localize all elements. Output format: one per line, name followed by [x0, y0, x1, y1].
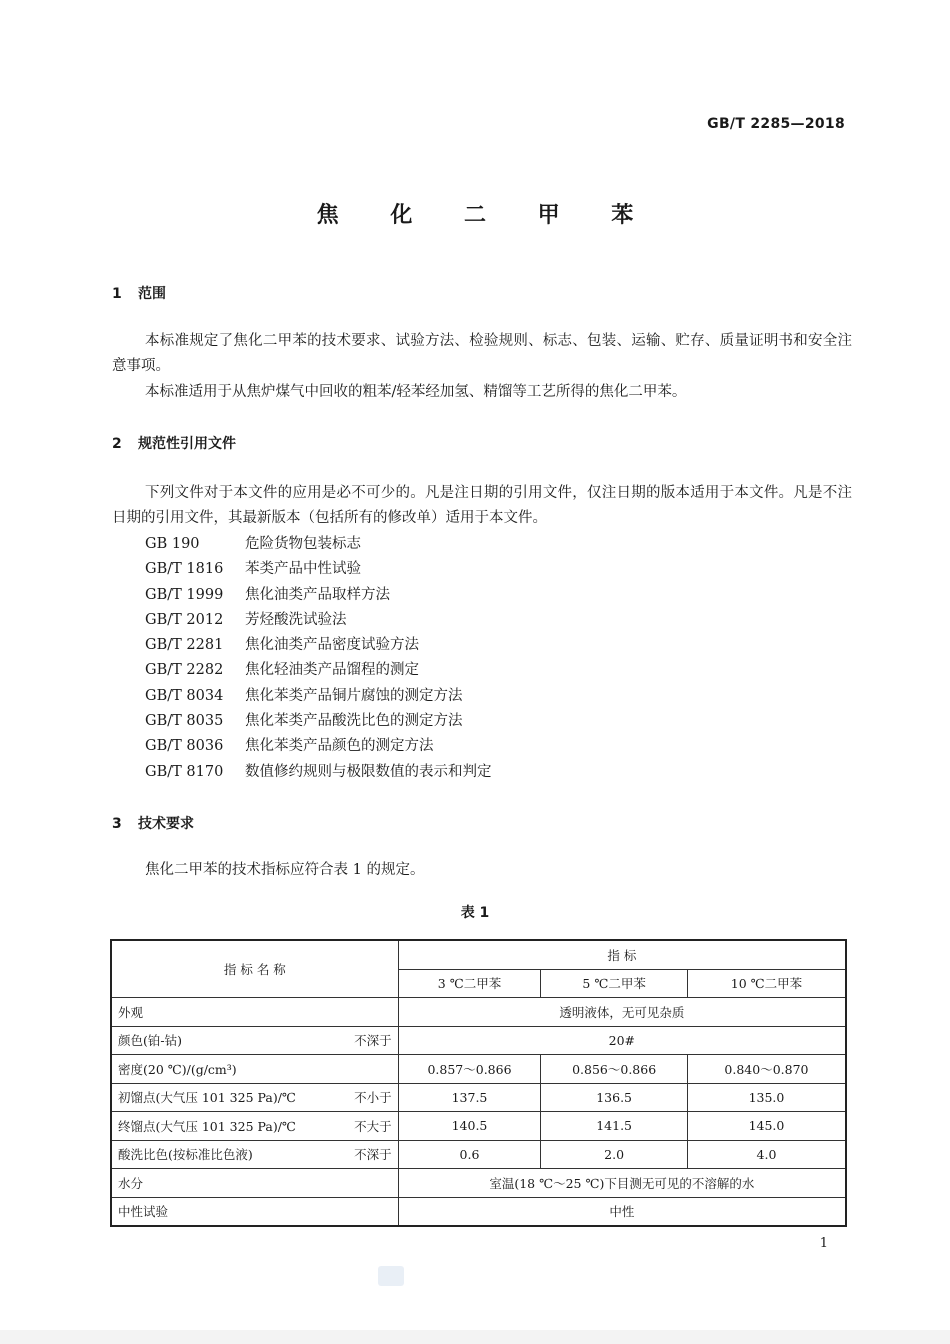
row-name: 水分 [118, 1175, 144, 1191]
value-cell: 4.0 [687, 1140, 846, 1169]
table-row [111, 1055, 846, 1084]
row-name: 初馏点(大气压 101 325 Pa)/℃ [118, 1090, 296, 1106]
row-label-cell [111, 1055, 398, 1084]
row-name: 中性试验 [118, 1204, 169, 1220]
table-row [111, 1083, 846, 1112]
row-label-cell [111, 1197, 398, 1226]
document-title: 焦 化 二 甲 苯 [316, 203, 656, 228]
reference-code: GB/T 1816 [145, 561, 224, 578]
reference-title: 焦化苯类产品酸洗比色的测定方法 [245, 713, 463, 730]
reference-title: 数值修约规则与极限数值的表示和判定 [245, 763, 492, 780]
reference-code: GB/T 2281 [145, 637, 224, 654]
reference-title: 焦化轻油类产品馏程的测定 [245, 662, 419, 679]
value-cell: 0.856～0.866 [541, 1055, 688, 1084]
table-row [111, 1026, 846, 1055]
section-title: 范围 [138, 286, 166, 302]
page-bottom-edge [0, 1330, 950, 1344]
header-indicator: 指 标 [398, 940, 846, 969]
reference-title: 芳烃酸洗试验法 [245, 611, 347, 628]
value-cell: 140.5 [398, 1112, 541, 1141]
reference-item [145, 709, 492, 734]
row-limit: 不大于 [354, 1118, 392, 1134]
section-3-paragraph-1: 焦化二甲苯的技术指标应符合表 1 的规定。 [145, 862, 425, 878]
section-title: 技术要求 [138, 816, 194, 832]
value-cell: 137.5 [398, 1083, 541, 1112]
reference-item [145, 684, 492, 709]
section-1-paragraph-2: 本标准适用于从焦炉煤气中回收的粗苯/轻苯经加氢、精馏等工艺所得的焦化二甲苯。 [145, 384, 687, 400]
section-1-heading [112, 283, 166, 303]
reference-code: GB/T 2012 [145, 611, 224, 628]
reference-item [145, 557, 492, 582]
table-row [111, 1112, 846, 1141]
reference-title: 焦化苯类产品颜色的测定方法 [245, 738, 434, 755]
row-label-cell [111, 1026, 398, 1055]
column-header: 3 ℃二甲苯 [398, 969, 541, 998]
reference-code: GB/T 8036 [145, 738, 224, 755]
row-label-cell [111, 998, 398, 1027]
row-limit: 不小于 [354, 1090, 392, 1106]
section-number: 3 [112, 816, 122, 832]
reference-code: GB/T 8034 [145, 687, 224, 704]
reference-code: GB/T 1999 [145, 586, 224, 603]
scan-artifact [378, 1266, 404, 1286]
value-cell: 136.5 [541, 1083, 688, 1112]
row-name: 密度(20 ℃)/(g/cm³) [118, 1061, 237, 1077]
reference-title: 苯类产品中性试验 [245, 561, 361, 578]
table-caption: 表 1 [460, 905, 490, 921]
row-name: 外观 [118, 1004, 144, 1020]
row-label-cell [111, 1112, 398, 1141]
column-header: 10 ℃二甲苯 [687, 969, 846, 998]
value-cell: 135.0 [687, 1083, 846, 1112]
reference-item [145, 760, 492, 785]
reference-item [145, 583, 492, 608]
section-number: 1 [112, 286, 122, 302]
reference-title: 焦化油类产品取样方法 [245, 586, 390, 603]
row-name: 颜色(铂-钴) [118, 1033, 182, 1049]
section-2-heading [112, 433, 236, 453]
normative-references-list [145, 532, 492, 785]
value-cell: 0.840～0.870 [687, 1055, 846, 1084]
row-name: 终馏点(大气压 101 325 Pa)/℃ [118, 1118, 296, 1134]
specification-table [110, 939, 847, 1227]
value-cell: 2.0 [541, 1140, 688, 1169]
reference-item [145, 658, 492, 683]
merged-value-cell: 中性 [398, 1197, 846, 1226]
section-3-heading [112, 813, 194, 833]
section-2-paragraph-1: 下列文件对于本文件的应用是必不可少的。凡是注日期的引用文件，仅注日期的版本适用于本文件。凡是不注日期的引用文件，其最新版本（包括所有的修改单）适用于本文件。 [112, 485, 852, 526]
reference-code: GB 190 [145, 536, 200, 552]
value-cell: 141.5 [541, 1112, 688, 1141]
row-limit: 不深于 [354, 1147, 392, 1163]
merged-value-cell: 透明液体，无可见杂质 [398, 998, 846, 1027]
table-row [111, 1197, 846, 1226]
reference-title: 焦化油类产品密度试验方法 [245, 637, 419, 654]
row-name: 酸洗比色(按标准比色液) [118, 1147, 253, 1163]
reference-code: GB/T 2282 [145, 662, 224, 679]
section-title: 规范性引用文件 [138, 436, 236, 452]
section-1-paragraph-1: 本标准规定了焦化二甲苯的技术要求、试验方法、检验规则、标志、包装、运输、贮存、质量证明书和安全注意事项。 [112, 333, 852, 374]
standard-code: GB/T 2285—2018 [707, 116, 845, 132]
reference-code: GB/T 8170 [145, 763, 224, 780]
row-label-cell [111, 1083, 398, 1112]
column-header: 5 ℃二甲苯 [541, 969, 688, 998]
table-row [111, 998, 846, 1027]
value-cell: 0.6 [398, 1140, 541, 1169]
page-number: 1 [819, 1236, 828, 1251]
merged-value-cell: 室温(18 ℃～25 ℃)下目测无可见的不溶解的水 [398, 1169, 846, 1198]
header-indicator-name: 指 标 名 称 [111, 940, 398, 998]
reference-item [145, 734, 492, 759]
row-label-cell [111, 1140, 398, 1169]
table-row [111, 1169, 846, 1198]
merged-value-cell: 20# [398, 1026, 846, 1055]
reference-title: 焦化苯类产品铜片腐蚀的测定方法 [245, 687, 463, 704]
reference-code: GB/T 8035 [145, 713, 224, 730]
section-number: 2 [112, 436, 122, 452]
row-label-cell [111, 1169, 398, 1198]
table-row [111, 1140, 846, 1169]
reference-item [145, 633, 492, 658]
reference-item [145, 608, 492, 633]
value-cell: 145.0 [687, 1112, 846, 1141]
reference-title: 危险货物包装标志 [245, 536, 361, 552]
reference-item [145, 532, 492, 557]
row-limit: 不深于 [354, 1033, 392, 1049]
table-header-row [111, 940, 846, 969]
value-cell: 0.857～0.866 [398, 1055, 541, 1084]
